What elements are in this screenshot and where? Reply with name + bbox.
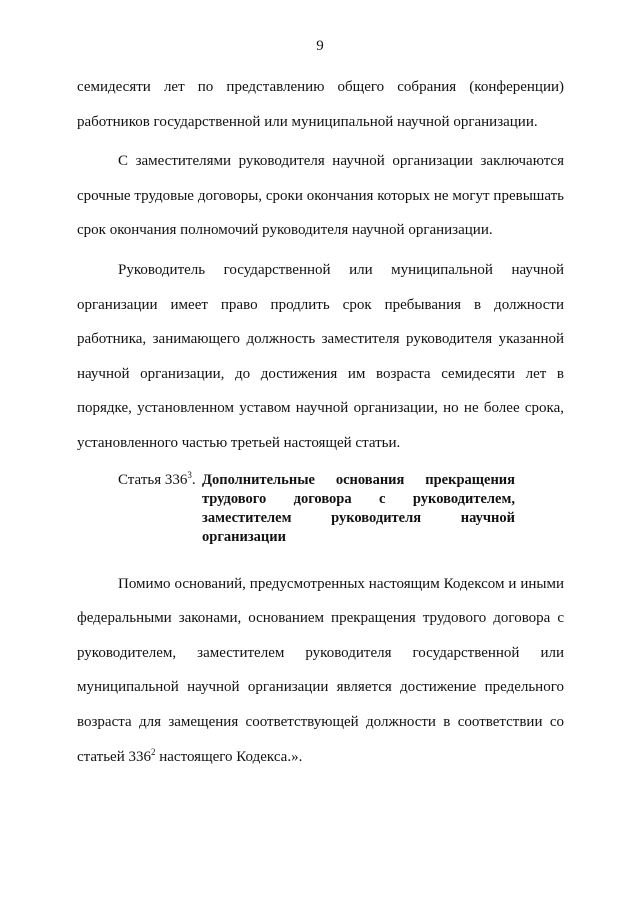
article-title: Дополнительные основания прекращения трудового договора с руководителем, заместителем руководителя научной организации xyxy=(202,471,515,545)
paragraph-termination-end: настоящего Кодекса.». xyxy=(155,748,303,765)
article-number-superscript: 3 xyxy=(187,469,192,480)
document-body xyxy=(77,70,564,774)
paragraph-termination-superscript: 2 xyxy=(151,746,156,757)
paragraph-continuation: семидесяти лет по представлению общего собрания (конференции) работников государственной или муниципальной научной организации. xyxy=(77,79,564,130)
paragraph-extension-right: Руководитель государственной или муниципальной научной организации имеет право продлить срок пребывания в должности работника, занимающего должность заместителя руководителя указанной научной организации, до достижения им возраста семидесяти лет в порядке, установленном уставом научной организации, но не более срока, установленного частью третьей настоящей статьи. xyxy=(77,261,564,451)
article-number-text: Статья 336 xyxy=(118,471,188,488)
paragraph-deputies-contracts: С заместителями руководителя научной организации заключаются срочные трудовые договоры, сроки окончания которых не могут превышать срок окончания полномочий руководителя научной организации. xyxy=(77,153,564,239)
article-number-dot: . xyxy=(191,471,196,488)
article-number xyxy=(77,471,202,547)
paragraph-termination-grounds xyxy=(77,567,564,775)
page-number: 9 xyxy=(316,38,324,54)
paragraph-termination-text: Помимо оснований, предусмотренных настоящим Кодексом и иными федеральными законами, основанием прекращения трудового договора с руководителем, заместителем руководителя государственной или муниципальной научной организации является достижение предельного возраста для замещения соответствующей должности в соответствии со статьей 336 xyxy=(77,575,564,765)
article-heading xyxy=(77,471,564,547)
